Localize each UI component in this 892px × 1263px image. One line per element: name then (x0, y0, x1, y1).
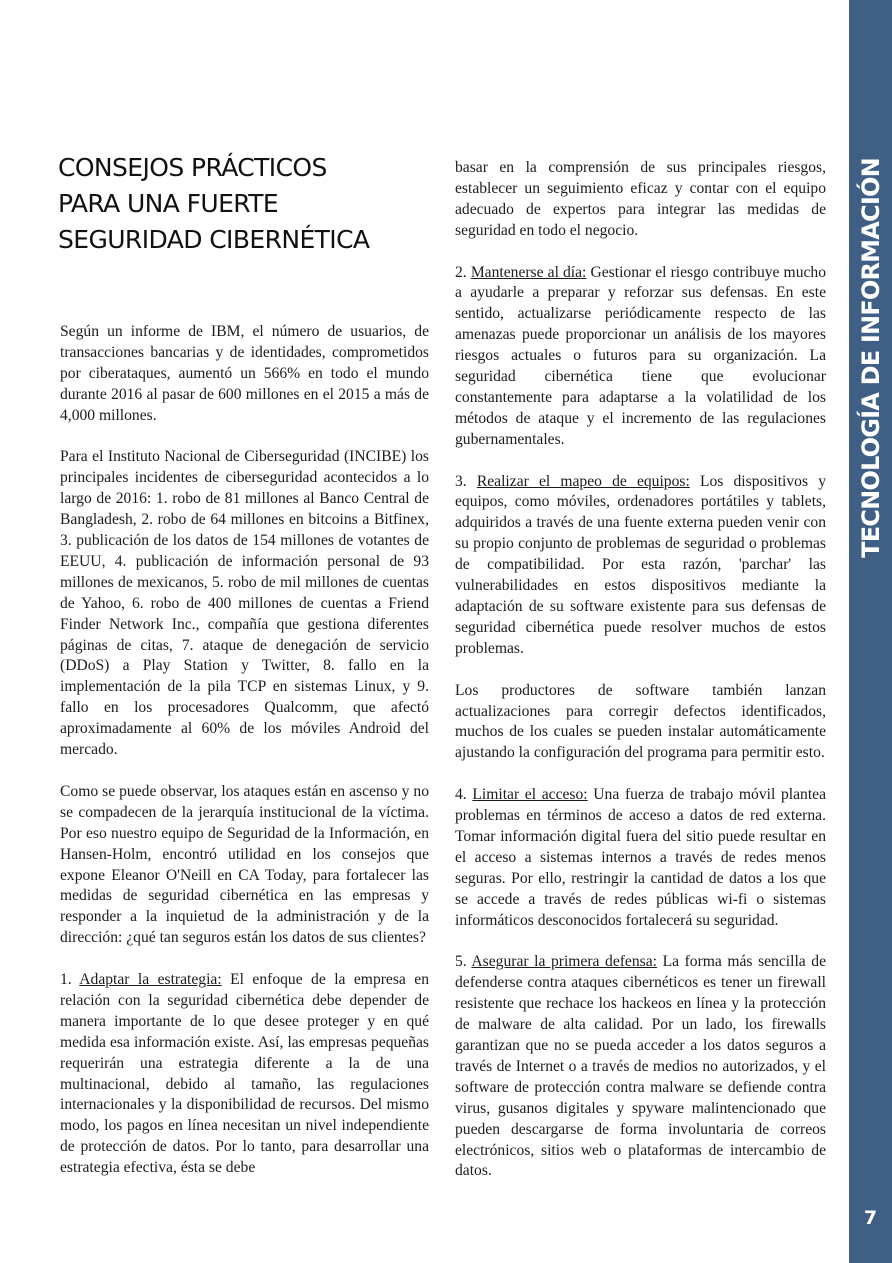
left-column (60, 322, 429, 1179)
tip-3-paragraph (455, 472, 826, 660)
tip-3-followup: Los productores de software también lanzan actualizaciones para corregir defectos identificados, muchos de los cuales se pueden instalar automáticamente ajustando la configuración del programa para permitir esto. (455, 681, 826, 762)
right-column (455, 158, 826, 1182)
intro-paragraph: Según un informe de IBM, el número de usuarios, de transacciones bancarias y de identidades, comprometidos por ciberataques, aumentó un 566% en todo el mundo durante 2016 al pasar de 600 millones en el 2015 a más de 4,000 millones. (60, 323, 429, 424)
page-number: 7 (863, 1207, 878, 1229)
section-label (849, 0, 892, 560)
observation-paragraph: Como se puede observar, los ataques están en ascenso y no se compadecen de la jerarquía institucional de la víctima. Por eso nuestro equipo de Seguridad de la Información, en Hansen-Holm, encontró utilidad en los consejos que expone Eleanor O'Neill en CA Today, para fortalecer las medidas de seguridad cibernética en las empresas y responder a la inquietud de la administración y de la dirección: ¿qué tan seguros están los datos de sus clientes? (60, 782, 429, 947)
tip-1-number: 1. (60, 971, 72, 989)
article-title-line-3: SEGURIDAD CIBERNÉTICA (58, 225, 370, 254)
incibe-paragraph: Para el Instituto Nacional de Ciberseguridad (INCIBE) los principales incidentes de ciberseguridad acontecidos a lo largo de 2016: 1. robo de 81 millones al Banco Central de Bangladesh, 2. robo de 64 millones en bitcoins a Bitfinex, 3. publicación de los datos de 154 millones de votantes de EEUU, 4. publicación de información personal de 93 millones de mexicanos, 5. robo de mil millones de cuentas de Yahoo, 6. robo de 400 millones de cuentas a Friend Finder Network Inc., compañía que gestiona diferentes páginas de citas, 7. ataque de denegación de servicio (DDoS) a Play Station y Twitter, 8. fallo en la implementación de la pila TCP en sistemas Linux, y 9. fallo en los procesadores Qualcomm, que afectó aproximadamente al 60% de los móviles Android del mercado. (60, 448, 429, 759)
tip-1-text: El enfoque de la empresa en relación con la seguridad cibernética debe depender de manera importante de lo que desee proteger y en qué medida esa información existe. Así, las empresas pequeñas requerirán una estrategia diferente a la de una multinacional, debido al tamaño, las regulaciones internacionales y la disponibilidad de recursos. Del mismo modo, los pagos en línea necesitan un nivel independiente de protección de datos. Por lo tanto, para desarrollar una estrategia efectiva, ésta se debe (60, 971, 429, 1177)
tip-5-paragraph (455, 952, 826, 1182)
article-title-line-2: PARA UNA FUERTE (58, 189, 279, 218)
section-label-text: TECNOLOGÍA DE INFORMACIÓN (856, 158, 885, 558)
article-title (58, 150, 438, 258)
tip-3-heading: Realizar el mapeo de equipos: (476, 472, 690, 490)
tip-2-paragraph (455, 263, 826, 451)
tip-5-heading: Asegurar la primera defensa: (471, 953, 657, 971)
tip-5-number: 5. (455, 953, 467, 971)
tip-4-number: 4. (455, 786, 467, 804)
tip-1-continuation: basar en la comprensión de sus principales riesgos, establecer un seguimiento eficaz y contar con el equipo adecuado de expertos para integrar las medidas de seguridad en todo el negocio. (455, 159, 826, 239)
article-title-line-1: CONSEJOS PRÁCTICOS (58, 153, 327, 182)
tip-4-text: Una fuerza de trabajo móvil plantea problemas en términos de acceso a datos de red externa. Tomar información digital fuera del sitio puede resultar en el acceso a sistemas internos a través de redes menos seguras. Por ello, restringir la cantidad de datos a los que se accede a través de redes públicas wi-fi o sistemas informáticos desconocidos fortalecerá su seguridad. (455, 786, 826, 929)
tip-2-heading: Mantenerse al día: (470, 263, 587, 281)
tip-1-paragraph (60, 970, 429, 1179)
tip-2-number: 2. (455, 263, 467, 281)
tip-1-heading: Adaptar la estrategia: (79, 971, 222, 989)
tip-2-text: Gestionar el riesgo contribuye mucho a ayudarle a preparar y reforzar sus defensas. En este sentido, actualizarse periódicamente respecto de las amenazas puede proporcionar un análisis de los mayores riesgos actuales o futuros para su organización. La seguridad cibernética tiene que evolucionar constantemente para adaptarse a la volatilidad de los métodos de ataque y el incremento de las regulaciones gubernamentales. (455, 263, 827, 448)
tip-4-heading: Limitar el acceso: (472, 786, 588, 804)
tip-3-text: Los dispositivos y equipos, como móviles, ordenadores portátiles y tablets, adquiridos a través de una fuente externa pueden venir con su propio conjunto de problemas de seguridad o problemas de compatibilidad. Por esta razón, 'parchar' las vulnerabilidades en estos dispositivos mediante la adaptación de su software existente para sus defensas de seguridad cibernética puede resolver muchos de estos problemas. (455, 472, 826, 657)
tip-5-text: La forma más sencilla de defenderse contra ataques cibernéticos es tener un firewall resistente que rechace los hackeos en línea y la protección de malware de alta calidad. Por un lado, los firewalls garantizan que no se pueda acceder a los datos seguros a través de Internet o a través de medios no autorizados, y el software de protección contra malware se defiende contra virus, gusanos digitales y spyware malintencionado que pueden descargarse de forma involuntaria de correos electrónicos, sitios web o plataformas de intercambio de datos. (455, 953, 826, 1180)
tip-3-number: 3. (455, 472, 467, 490)
tip-4-paragraph (455, 785, 826, 931)
